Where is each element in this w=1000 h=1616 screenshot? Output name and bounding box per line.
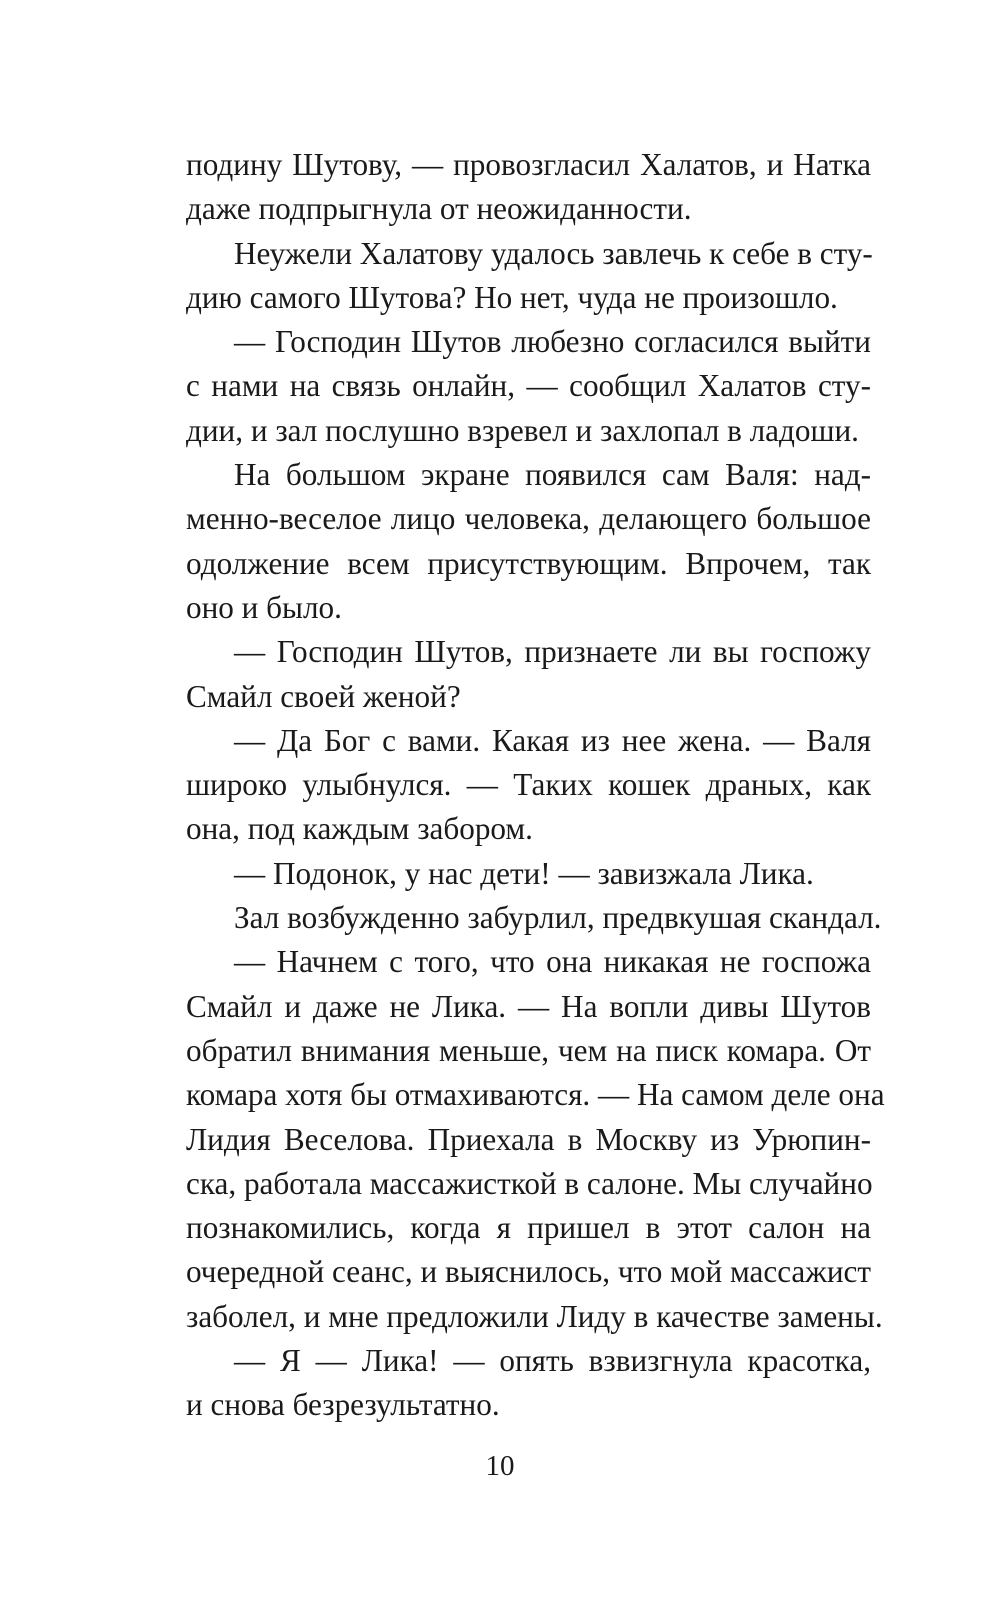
text-line: Зал возбужденно забурлил, предвкушая скандал.: [234, 900, 882, 936]
text-line: комара хотя бы отмахиваются. — На самом деле она: [186, 1077, 885, 1113]
paragraph: [186, 1339, 871, 1428]
text-line: — Да Бог с вами. Какая из нее жена. — Валя: [234, 722, 871, 758]
text-line: — Я — Лика! — опять взвизгнула красотка,: [234, 1343, 871, 1379]
text-line: — Господин Шутов любезно согласился выйти: [234, 324, 871, 360]
paragraph: [186, 719, 871, 852]
page-text: [186, 143, 885, 1428]
paragraph: [186, 143, 871, 232]
text-line: она, под каждым забором.: [186, 811, 533, 847]
text-line: с нами на связь онлайн, — сообщил Халатов сту-: [186, 368, 871, 404]
text-line: менно-веселое лицо человека, делающего большое: [186, 501, 871, 537]
text-line: — Начнем с того, что она никакая не госпожа: [234, 944, 871, 980]
paragraph: [186, 896, 882, 940]
text-line: заболел, и мне предложили Лиду в качестве замены.: [186, 1298, 883, 1334]
text-line: — Подонок, у нас дети! — завизжала Лика.: [234, 855, 814, 891]
text-line: подину Шутову, — провозгласил Халатов, и Натка: [186, 147, 871, 182]
text-line: обратил внимания меньше, чем на писк комара. От: [186, 1032, 871, 1068]
paragraph: [186, 453, 871, 630]
text-line: даже подпрыгнула от неожиданности.: [186, 191, 692, 227]
text-line: Смайл и даже не Лика. — На вопли дивы Шутов: [186, 988, 871, 1024]
paragraph: [186, 630, 871, 719]
text-line: дию самого Шутова? Но нет, чуда не произошло.: [186, 279, 838, 315]
paragraph: [186, 320, 871, 453]
text-line: дии, и зал послушно взревел и захлопал в ладоши.: [186, 412, 859, 448]
text-line: одолжение всем присутствующим. Впрочем, так: [186, 545, 871, 581]
text-line: и снова безрезультатно.: [186, 1387, 500, 1423]
text-line: ска, работала массажисткой в салоне. Мы случайно: [186, 1165, 873, 1201]
text-line: познакомились, когда я пришел в этот салон на: [186, 1210, 871, 1246]
text-line: оно и было.: [186, 589, 342, 625]
page-number: 10: [485, 1450, 515, 1482]
text-line: Неужели Халатову удалось завлечь к себе в сту-: [234, 235, 873, 271]
paragraph: [186, 852, 871, 896]
paragraph: [186, 940, 885, 1339]
text-line: очередной сеанс, и выяснилось, что мой массажист: [186, 1254, 871, 1290]
text-line: — Господин Шутов, признаете ли вы госпожу: [234, 634, 871, 670]
text-line: широко улыбнулся. — Таких кошек драных, как: [186, 767, 871, 803]
text-line: На большом экране появился сам Валя: над-: [234, 457, 871, 493]
text-line: Смайл своей женой?: [186, 678, 461, 714]
text-line: Лидия Веселова. Приехала в Москву из Урюпин-: [186, 1121, 871, 1157]
paragraph: [186, 232, 871, 321]
